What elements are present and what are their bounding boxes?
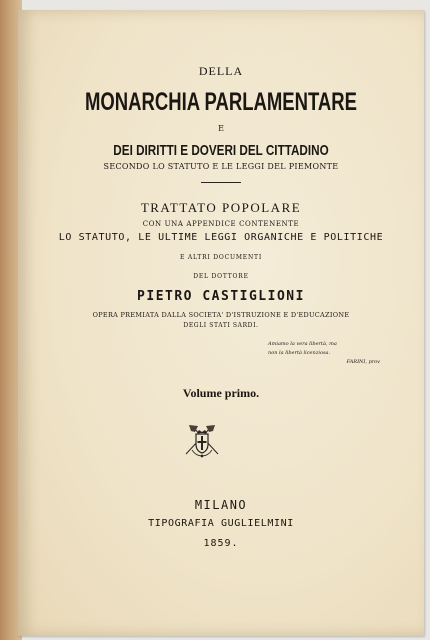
- award-line-1: OPERA PREMIATA DALLA SOCIETA' D'ISTRUZIONE E D'EDUCAZIONE: [92, 311, 350, 319]
- epigraph-line-1: Amiamo la vera libertà, ma: [268, 341, 337, 347]
- printer-text: TIPOGRAFIA GUGLIELMINI: [148, 518, 294, 529]
- epigraph-attribution: FARINI, prov: [346, 359, 380, 365]
- author-name: PIETRO CASTIGLIONI: [137, 289, 305, 304]
- divider-rule: [201, 182, 241, 183]
- volume-label: Volume primo.: [182, 386, 260, 400]
- epigraph: [268, 340, 388, 367]
- year-text: 1859.: [203, 538, 239, 549]
- statute-line: LO STATUTO, LE ULTIME LEGGI ORGANICHE E POLITICHE: [58, 232, 384, 243]
- title-page: [18, 10, 424, 636]
- award-line-2: DEGLI STATI SARDI.: [183, 322, 259, 329]
- savoy-coat-of-arms-icon: [182, 420, 222, 460]
- city-text: MILANO: [194, 498, 248, 512]
- second-title: DEI DIRITTI E DOVERI DEL CITTADINO: [113, 142, 329, 159]
- conjunction-text: E: [218, 124, 224, 133]
- other-documents-text: E ALTRI DOCUMENTI: [179, 254, 263, 261]
- by-doctor-text: DEL DOTTORE: [193, 273, 249, 280]
- epigraph-line-2: non la libertà licenziosa.: [268, 350, 331, 356]
- treatise-heading: TRATTATO POPOLARE: [140, 200, 302, 215]
- subtitle: SECONDO LO STATUTO E LE LEGGI DEL PIEMONTE: [103, 162, 339, 171]
- della-text: DELLA: [198, 64, 244, 78]
- main-title: MONARCHIA PARLAMENTARE: [84, 88, 357, 116]
- appendix-intro: CON UNA APPENDICE CONTENENTE: [142, 220, 300, 228]
